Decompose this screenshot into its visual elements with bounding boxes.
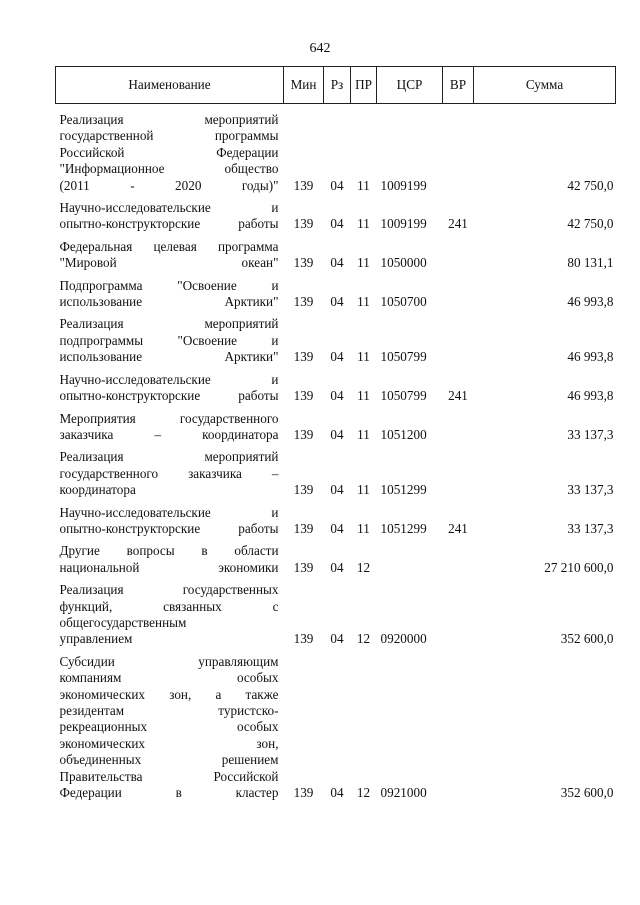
row-name-line: использование Арктики" <box>59 294 279 310</box>
row-name <box>56 369 284 408</box>
row-rz: 04 <box>330 482 344 498</box>
row-rz: 04 <box>330 294 344 310</box>
row-pr: 11 <box>357 482 370 498</box>
row-name-line: Правительства Российской <box>59 768 279 784</box>
row-csr: 0921000 <box>380 785 427 801</box>
row-sum: 33 137,3 <box>567 482 614 498</box>
table-row <box>56 502 616 541</box>
row-min: 139 <box>293 177 314 193</box>
row-sum: 46 993,8 <box>567 349 614 365</box>
row-min: 139 <box>293 631 314 647</box>
row-csr: 1050000 <box>380 255 427 271</box>
table-row <box>56 104 616 198</box>
row-name-line: резидентам туристско- <box>59 703 279 718</box>
row-pr: 11 <box>357 520 370 536</box>
table-row <box>56 275 616 314</box>
row-sum: 352 600,0 <box>560 785 614 801</box>
row-name <box>56 540 284 579</box>
row-vr <box>443 579 474 651</box>
row-name <box>56 197 284 236</box>
row-vr <box>443 651 474 805</box>
row-name-line: Федерации в кластер <box>59 785 279 801</box>
row-pr: 12 <box>356 785 371 801</box>
row-rz: 04 <box>330 177 344 193</box>
row-csr: 0920000 <box>380 631 427 647</box>
row-sum: 42 750,0 <box>567 216 614 232</box>
row-pr: 12 <box>356 559 371 575</box>
table-row <box>56 579 616 651</box>
row-vr <box>443 104 474 198</box>
row-sum: 42 750,0 <box>567 177 614 193</box>
table-body <box>56 104 616 805</box>
row-name-line: государственной программы <box>59 128 279 144</box>
row-vr: 241 <box>448 388 468 404</box>
row-rz: 04 <box>330 559 344 575</box>
table-row <box>56 313 616 368</box>
row-name-line: государственного заказчика – <box>59 465 279 481</box>
row-sum: 352 600,0 <box>560 631 614 647</box>
row-csr: 1051299 <box>380 520 427 536</box>
row-sum: 33 137,3 <box>567 520 614 536</box>
row-sum: 27 210 600,0 <box>544 559 614 575</box>
header-rz: Рз <box>324 67 351 104</box>
row-vr <box>443 408 474 447</box>
row-name-line: национальной экономики <box>59 559 279 575</box>
header-csr: ЦСР <box>377 67 443 104</box>
row-min: 139 <box>293 520 314 536</box>
row-name-line: Российской Федерации <box>59 144 279 160</box>
row-csr: 1051200 <box>380 426 427 442</box>
row-vr <box>443 275 474 314</box>
row-pr: 11 <box>357 349 370 365</box>
row-name-line: опытно-конструкторские работы <box>59 388 279 404</box>
row-vr: 241 <box>448 520 468 536</box>
row-name-line: "Мировой океан" <box>59 255 279 271</box>
row-rz: 04 <box>330 520 344 536</box>
header-name: Наименование <box>56 67 284 104</box>
table-row <box>56 197 616 236</box>
page-number: 642 <box>309 41 331 56</box>
row-name-line: Реализация государственных <box>59 582 279 598</box>
row-csr: 1050700 <box>380 294 427 310</box>
row-name-line: Другие вопросы в области <box>59 543 279 559</box>
row-rz: 04 <box>330 785 344 801</box>
row-name-line: Реализация мероприятий <box>59 316 279 332</box>
row-name-line: Научно-исследовательские и <box>59 200 279 216</box>
row-name-line: Подпрограмма "Освоение и <box>59 277 279 293</box>
row-name <box>56 313 284 368</box>
row-name-line: "Информационное общество <box>59 161 279 177</box>
row-csr <box>377 540 443 579</box>
header-sum: Сумма <box>474 67 616 104</box>
budget-table <box>55 66 616 804</box>
row-pr: 11 <box>357 177 370 193</box>
row-name-line: Реализация мероприятий <box>59 449 279 465</box>
row-name-line: заказчика – координатора <box>59 426 279 442</box>
table-row <box>56 540 616 579</box>
row-name-line: экономических зон, а также <box>59 686 279 702</box>
row-name <box>56 502 284 541</box>
header-min: Мин <box>284 67 324 104</box>
row-min: 139 <box>293 559 314 575</box>
row-vr <box>443 540 474 579</box>
row-name <box>56 104 284 198</box>
row-name-line: рекреационных особых <box>59 719 279 735</box>
row-sum: 33 137,3 <box>567 426 614 442</box>
row-rz: 04 <box>330 388 344 404</box>
row-vr: 241 <box>448 216 468 232</box>
row-name-line: компаниям особых <box>59 670 279 686</box>
row-name-line: Субсидии управляющим <box>59 653 279 669</box>
row-rz: 04 <box>330 426 344 442</box>
row-csr: 1050799 <box>380 349 427 365</box>
row-min: 139 <box>293 426 314 442</box>
row-name-line: опытно-конструкторские работы <box>59 216 279 232</box>
row-csr: 1009199 <box>380 216 427 232</box>
table-row <box>56 408 616 447</box>
row-min: 139 <box>293 216 314 232</box>
row-name <box>56 579 284 651</box>
row-name-line: общегосударственным <box>59 614 187 630</box>
row-name-line: экономических зон, <box>59 735 279 751</box>
row-name <box>56 236 284 275</box>
row-sum: 80 131,1 <box>567 255 614 271</box>
row-name-line: функций, связанных с <box>59 598 279 614</box>
row-name-line: (2011 - 2020 годы)" <box>59 177 279 193</box>
row-min: 139 <box>293 294 314 310</box>
row-vr <box>443 446 474 501</box>
row-name-line: Научно-исследовательские и <box>59 504 279 520</box>
row-name-line: подпрограммы "Освоение и <box>59 332 279 348</box>
row-name <box>56 446 284 501</box>
row-min: 139 <box>293 388 314 404</box>
row-name-line: Реализация мероприятий <box>59 112 279 127</box>
row-min: 139 <box>293 255 314 271</box>
row-sum: 46 993,8 <box>567 294 614 310</box>
table-row <box>56 651 616 805</box>
row-name <box>56 408 284 447</box>
row-pr: 12 <box>356 631 371 647</box>
row-min: 139 <box>293 482 314 498</box>
row-name-line: объединенных решением <box>59 752 279 768</box>
row-name-line: опытно-конструкторские работы <box>59 520 279 536</box>
row-rz: 04 <box>330 349 344 365</box>
row-pr: 11 <box>357 216 370 232</box>
row-sum: 46 993,8 <box>567 388 614 404</box>
row-name-line: Федеральная целевая программа <box>59 238 279 254</box>
row-name-line: использование Арктики" <box>59 349 279 365</box>
row-rz: 04 <box>330 216 344 232</box>
row-vr <box>443 313 474 368</box>
row-name-line: Мероприятия государственного <box>59 410 279 426</box>
table-row <box>56 236 616 275</box>
row-rz: 04 <box>330 631 344 647</box>
row-pr: 11 <box>357 294 370 310</box>
row-min: 139 <box>293 785 314 801</box>
row-csr: 1051299 <box>380 482 427 498</box>
table-row <box>56 369 616 408</box>
row-name-line: координатора <box>59 482 136 498</box>
row-pr: 11 <box>357 388 370 404</box>
row-name-line: управлением <box>59 631 133 647</box>
row-min: 139 <box>293 349 314 365</box>
header-vr: ВР <box>443 67 474 104</box>
row-vr <box>443 236 474 275</box>
row-rz: 04 <box>330 255 344 271</box>
row-csr: 1009199 <box>380 177 427 193</box>
row-name-line: Научно-исследовательские и <box>59 371 279 387</box>
row-name <box>56 275 284 314</box>
row-csr: 1050799 <box>380 388 427 404</box>
row-pr: 11 <box>357 426 370 442</box>
table-row <box>56 446 616 501</box>
table-header-row <box>56 67 616 104</box>
row-name <box>56 651 284 805</box>
header-pr: ПР <box>351 67 377 104</box>
row-pr: 11 <box>357 255 370 271</box>
